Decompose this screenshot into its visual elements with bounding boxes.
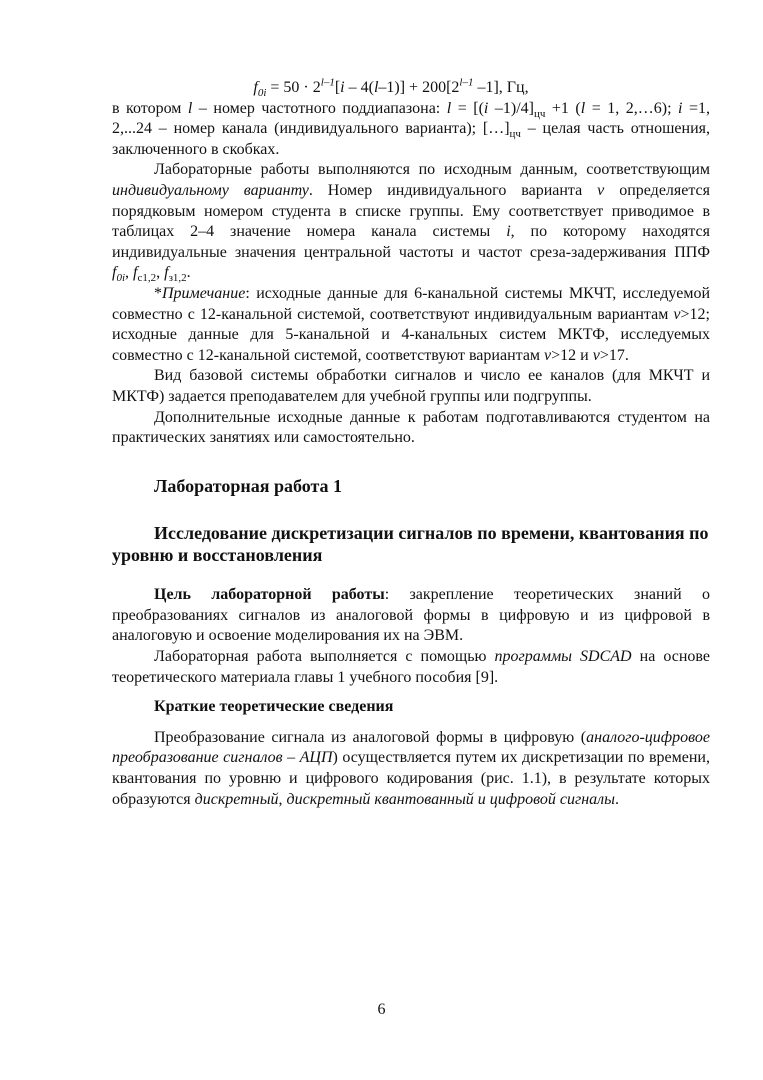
var-l: l — [187, 99, 193, 117]
text: , по которому находятся индивидуальные значения центральной частоты и частот среза-задерживания ППФ — [112, 223, 711, 261]
paragraph-note — [112, 284, 710, 366]
text: ) осуществляется путем их дискретизации по времени, квантования по уровню и цифрового кодирования (рис. 1.1), в результате которых образуются — [112, 749, 710, 808]
var-i: i — [678, 99, 683, 117]
emphasis: программы SDCAD — [494, 648, 632, 666]
var-v: v — [592, 346, 600, 364]
formula — [72, 78, 710, 99]
formula-sub: 0i — [257, 87, 267, 100]
var-v: v — [673, 305, 681, 323]
formula-part: [ — [334, 79, 341, 96]
text: , — [278, 790, 287, 808]
page-number: 6 — [377, 1001, 386, 1018]
formula-i: i — [340, 79, 345, 96]
paragraph-base-system: Вид базовой системы обработки сигналов и число ее каналов (для МКЧТ и МКТФ) задается преподавателем для учебной группы или подгруппы. — [112, 367, 710, 405]
text: –1)/4] — [488, 99, 534, 117]
text: Лабораторная работа выполняется с помощью — [154, 648, 495, 666]
subscript: с1,2 — [137, 272, 157, 285]
var-i: i — [483, 99, 489, 117]
text: на основе теоретического материала главы 1 учебного пособия [9]. — [112, 648, 710, 686]
formula-part: – 4( — [344, 79, 374, 96]
text: Преобразование сигнала из аналоговой формы в цифровую ( — [154, 728, 587, 746]
lab-work-title: Лабораторная работа 1 — [154, 475, 343, 496]
subscript: цч — [533, 107, 546, 120]
text: Лабораторные работы выполняются по исходным данным, соответствующим — [154, 161, 710, 179]
text: определяется порядковым номером студента в списке группы. Ему соответствует приводимое в таблицах 2–4 значение номера канала системы — [112, 181, 711, 241]
goal-label: Цель лабораторной работы — [154, 586, 385, 604]
text: +1 ( — [545, 99, 581, 117]
emphasis: аналого-цифровое преобразование сигналов – АЦП — [112, 728, 710, 767]
formula-part: –1], Гц, — [473, 79, 529, 96]
formula-sup: l–1 — [459, 76, 474, 89]
var-l: l — [580, 99, 586, 117]
page-body — [112, 78, 710, 810]
text: – номер частотного поддиапазона: — [192, 99, 447, 117]
paragraph-additional-data: Дополнительные исходные данные к работам подготавливаются студентом на практических занятиях или самостоятельно. — [112, 408, 710, 447]
text: * — [154, 284, 162, 302]
text: : исходные данные для 6-канальной системы МКЧТ, исследуемой совместно с 12-канальной системой, соответствуют индивидуальным вариантам — [112, 284, 710, 323]
subscript: 0i — [116, 272, 126, 285]
formula-sup: l–1 — [320, 76, 335, 89]
subscript: з1,2 — [168, 272, 187, 285]
text: . — [186, 264, 191, 282]
var-v: v — [544, 346, 552, 364]
text: – целая часть отношения, заключенного в скобках. — [112, 120, 710, 158]
formula-f: f — [253, 79, 258, 96]
text: . Номер индивидуального варианта — [308, 181, 598, 199]
var-v: v — [597, 181, 605, 199]
var-l: l — [446, 99, 452, 117]
text: =1, 2,...24 – номер канала (индивидуального варианта); […] — [112, 99, 711, 138]
text: >12 и — [551, 346, 593, 364]
text: , — [125, 264, 134, 282]
emphasis: индивидуальному варианту — [112, 181, 309, 199]
text: : закрепление теоретических знаний о преобразованиях сигналов из аналоговой формы в цифровую и из цифровой в аналоговую и освоение моделирования их на ЭВМ. — [112, 586, 710, 645]
var-f: f — [164, 264, 169, 282]
emphasis: дискретный — [194, 790, 279, 808]
text: в котором — [112, 99, 188, 117]
var-i: i — [506, 223, 511, 241]
frequencies — [112, 264, 191, 285]
theory-heading: Краткие теоретические сведения — [154, 698, 394, 716]
formula-part: = 50 · 2 — [266, 79, 321, 96]
text: , — [156, 264, 165, 282]
text: . — [614, 790, 619, 808]
lab-work-subtitle: Исследование дискретизации сигналов по времени, квантования по уровню и восстановления — [112, 523, 709, 566]
formula-l: l — [373, 79, 379, 96]
paragraph-adc — [112, 728, 710, 810]
paragraph-definitions — [112, 99, 710, 161]
text: >12; исходные данные для 5-канальной и 4-канальных систем МКТФ, исследуемых совместно с 12-канальной системой, соответствуют вариантам — [112, 305, 710, 364]
formula-part: –1)] + 200[2 — [378, 79, 460, 96]
text: = [( — [451, 99, 484, 117]
var-f: f — [133, 264, 138, 282]
emphasis: дискретный квантованный и цифровой сигналы — [286, 790, 615, 808]
paragraph-sdcad — [112, 647, 710, 688]
paragraph-individual-variant — [112, 160, 710, 284]
paragraph-goal — [112, 585, 710, 647]
text: = 1, 2,…6); — [585, 99, 672, 117]
var-f: f — [112, 264, 117, 282]
emphasis: Примечание — [162, 284, 246, 302]
text: >17. — [599, 346, 629, 364]
subscript: цч — [509, 128, 521, 141]
